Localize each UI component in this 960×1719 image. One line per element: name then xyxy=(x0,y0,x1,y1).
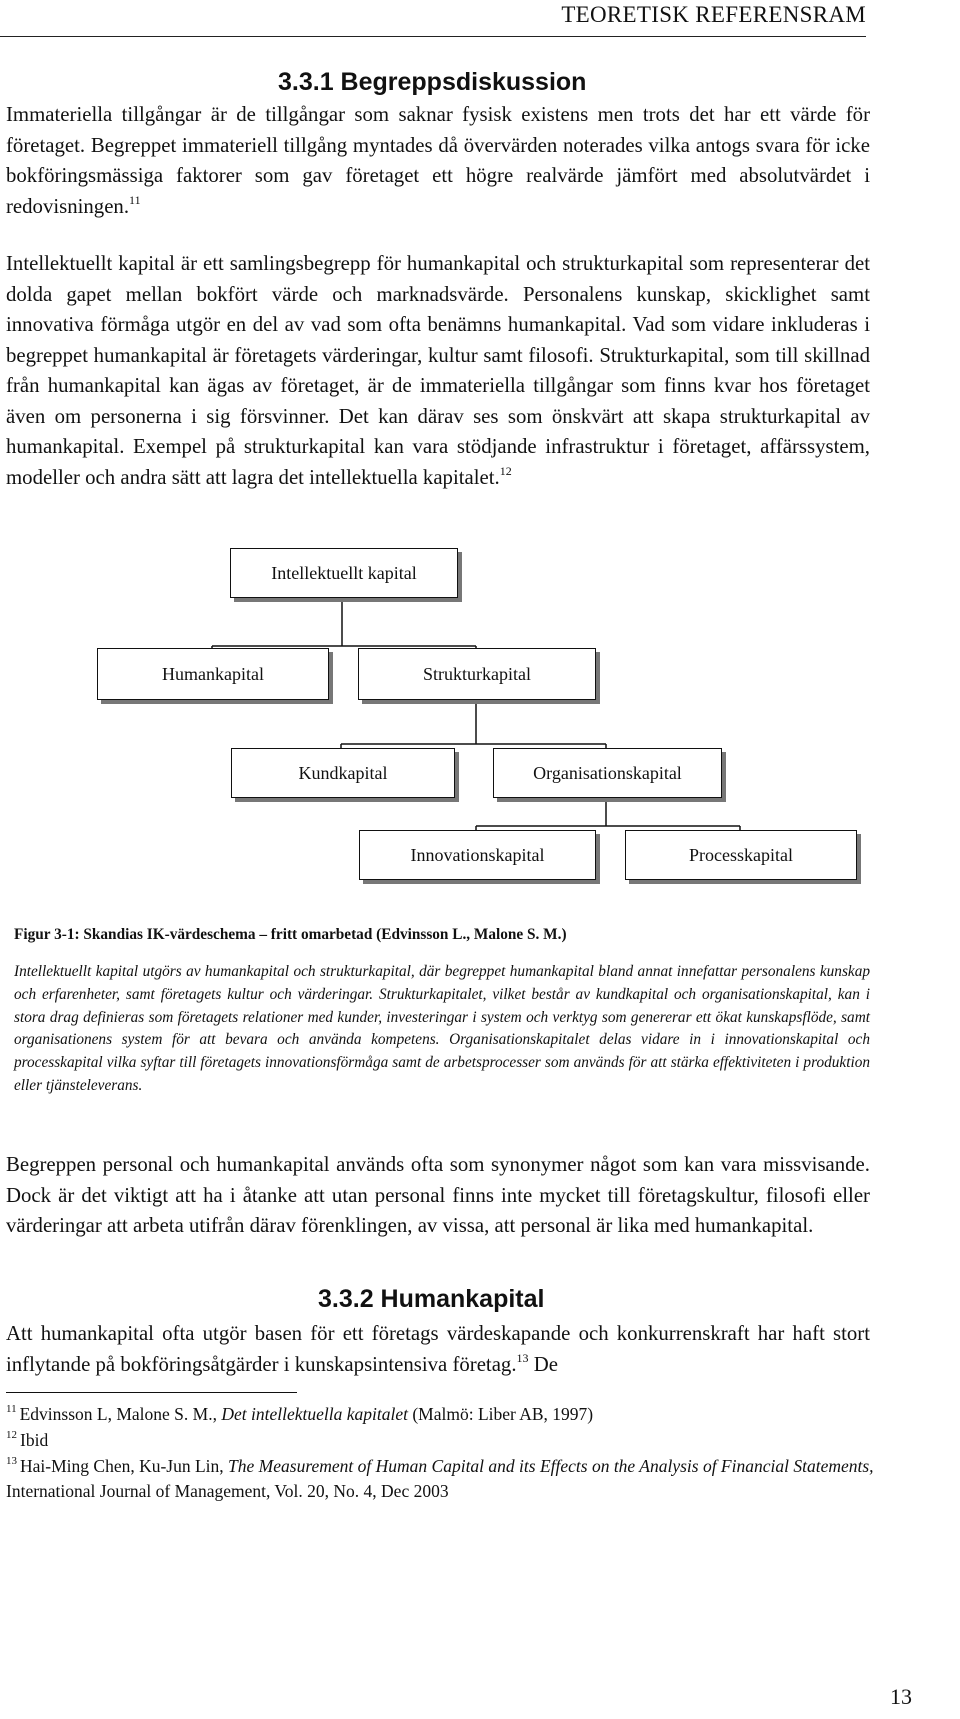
box-processkapital: Processkapital xyxy=(625,830,857,880)
box-kundkapital: Kundkapital xyxy=(231,748,455,798)
paragraph-text: Immateriella tillgångar är de tillgångar som saknar fysisk existens men trots det har ett värde för företaget. Begreppet immateriell tillgång myntades då övervärden noterades vilka antogs svara för icke bokföringsmässiga faktorer som gav företaget ett högre realvärde jämfört med absolutvärdet i redovisningen. xyxy=(6,103,870,218)
footnote-12 xyxy=(6,1428,876,1454)
figure-note: Intellektuellt kapital utgörs av humankapital och strukturkapital, där begreppet humankapital bland annat innefattar personalens kunskap och erfarenheter, samt företagets kultur och värderingar. Strukturkapitalet, vilket består av kundkapital och organisationskapital, kan i stora drag definieras som företagets relationer med kunder, investeringar i system och verktyg som genererar ett ökat kunskapsflöde, samt organisationens system för att bevara och använda kompetens. Organisationskapitalet delas vidare in i innovationskapital och processkapital vilka syftar till företagets innovationsförmåga samt de arbetsprocesser som används för att stärka effektiviteten i produktion eller tjänsteleverans. xyxy=(14,963,870,1094)
footnote-11 xyxy=(6,1402,876,1428)
footnote-number: 11 xyxy=(6,1403,17,1415)
paragraph-humankapital-basen xyxy=(6,1319,870,1380)
footnote-ref: 13 xyxy=(516,1350,529,1365)
paragraph-immateriella xyxy=(6,100,870,222)
section-heading-humankapital: 3.3.2 Humankapital xyxy=(318,1285,545,1313)
footnote-text: Ibid xyxy=(20,1429,49,1450)
section-heading-begreppsdiskussion: 3.3.1 Begreppsdiskussion xyxy=(278,68,587,96)
footnote-text: International Journal of Management, Vol. 20, No. 4, Dec 2003 xyxy=(6,1481,449,1502)
footnote-text: (Malmö: Liber AB, 1997) xyxy=(407,1404,594,1424)
ik-value-scheme-diagram xyxy=(0,540,960,890)
footnote-title: The Measurement of Human Capital and its Effects on the Analysis of Financial Statements, xyxy=(228,1455,874,1476)
box-intellektuellt-kapital: Intellektuellt kapital xyxy=(230,548,458,598)
paragraph-text: Intellektuellt kapital är ett samlingsbegrepp för humankapital och strukturkapital som representerar det dolda gapet mellan bokfört värde och marknadsvärde. Personalens kunskap, skicklighet samt innovativa förmåga utgör en del av vad som ofta benämns humankapital. Vad som vidare inkluderas i begreppet humankapital är företagets värderingar, kultur samt filosofi. Strukturkapital, som till skillnad från humankapital kan ägas av företaget, är de immateriella tillgångar som finns kvar hos företaget även om personerna i sig försvinner. Det kan därav ses som önskvärt att skapa strukturkapital av humankapital. Exempel på strukturkapital kan vara stödjande infrastruktur i företaget, affärssystem, modeller och andra sätt att lagra det intellektuella kapitalet. xyxy=(6,252,870,489)
box-organisationskapital: Organisationskapital xyxy=(493,748,722,798)
footnote-ref: 11 xyxy=(129,192,141,207)
box-humankapital: Humankapital xyxy=(97,648,329,700)
footnote-text: Hai-Ming Chen, Ku-Jun Lin, xyxy=(20,1455,229,1476)
running-header xyxy=(0,2,866,37)
paragraph-intellektuellt-kapital xyxy=(6,249,870,493)
box-strukturkapital: Strukturkapital xyxy=(358,648,596,700)
footnote-title: Det intellektuella kapitalet xyxy=(221,1404,408,1424)
paragraph-text: Att humankapital ofta utgör basen för ett företags värdeskapande och konkurrenskraft har haft stort inflytande på bokföringsåtgärder i kunskapsintensiva företag. xyxy=(6,1322,870,1376)
footnote-13 xyxy=(6,1454,876,1506)
paragraph-personal-humankapital: Begreppen personal och humankapital används ofta som synonymer något som kan vara missvisande. Dock är det viktigt att ha i åtanke att utan personal finns inte mycket till företagskultur, filosofi eller värderingar att arbeta utifrån därav förenklingen, av vissa, att personal är lika med humankapital. xyxy=(6,1153,870,1237)
page-number: 13 xyxy=(890,1684,912,1709)
paragraph-tail: De xyxy=(528,1352,558,1376)
footnote-ref: 12 xyxy=(499,463,512,478)
header-title: TEORETISK REFERENSRAM xyxy=(561,2,866,27)
box-innovationskapital: Innovationskapital xyxy=(359,830,596,880)
footnote-text: Edvinsson L, Malone S. M., xyxy=(19,1404,222,1424)
footnote-number: 13 xyxy=(6,1454,17,1467)
footnote-rule xyxy=(6,1392,297,1393)
footnotes xyxy=(6,1402,876,1505)
figure-caption: Figur 3-1: Skandias IK-värdeschema – fritt omarbetad (Edvinsson L., Malone S. M.) xyxy=(14,926,567,943)
footnote-number: 12 xyxy=(6,1428,17,1441)
